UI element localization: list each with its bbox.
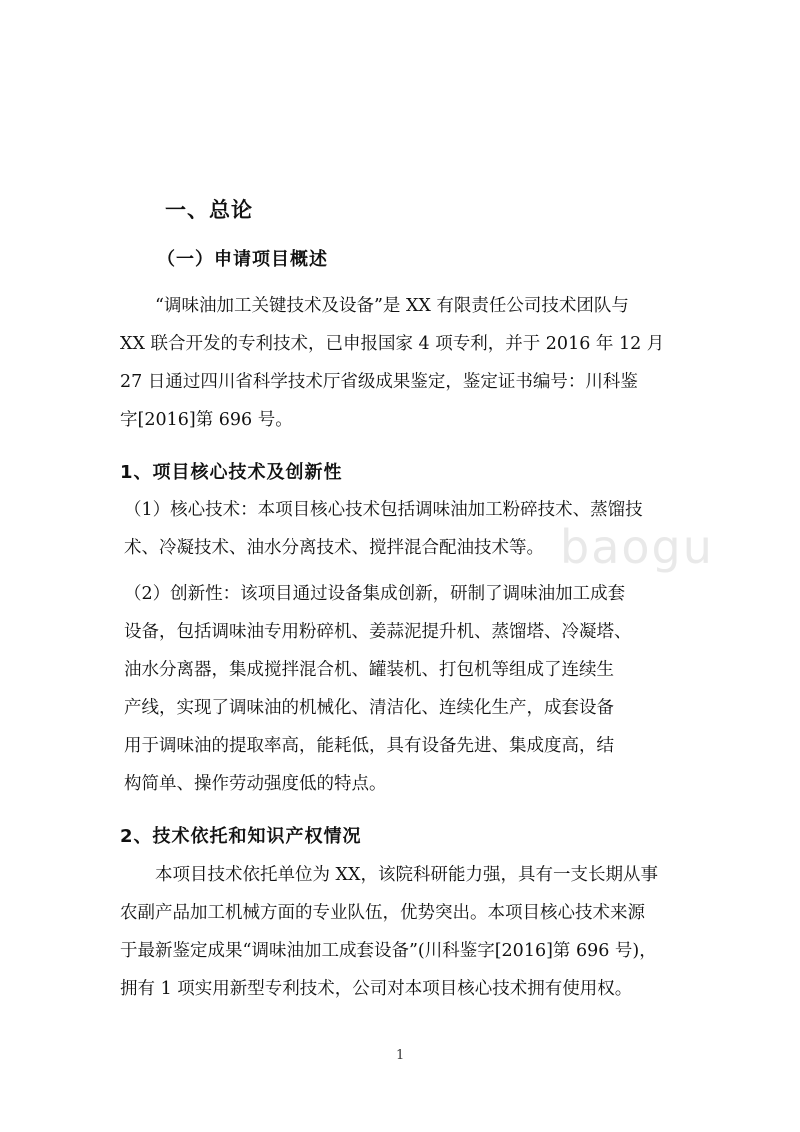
innovation-paragraph: [124, 575, 694, 803]
innovation-line: 构简单、操作劳动强度低的特点。: [124, 774, 387, 794]
support-line: 农副产品加工机械方面的专业队伍，优势突出。本项目核心技术来源: [120, 903, 645, 923]
intro-line: 字[2016]第 696 号。: [120, 410, 293, 430]
intro-line: 27 日通过四川省科学技术厅省级成果鉴定，鉴定证书编号：川科鉴: [120, 372, 638, 392]
innovation-line: 产线，实现了调味油的机械化、清洁化、连续化生产，成套设备: [124, 698, 614, 718]
core-tech-paragraph: [124, 491, 694, 567]
innovation-line: 用于调味油的提取率高，能耗低，具有设备先进、集成度高，结: [124, 736, 614, 756]
support-line: 拥有 1 项实用新型专利技术，公司对本项目核心技术拥有使用权。: [120, 979, 633, 999]
intro-line: “调味油加工关键技术及设备”是 XX 有限责任公司技术团队与: [120, 296, 629, 316]
core-tech-line: （1）核心技术：本项目核心技术包括调味油加工粉碎技术、蒸馏技: [124, 500, 643, 520]
heading-project-overview: （一）申请项目概述: [157, 249, 328, 270]
innovation-line: 油水分离器，集成搅拌混合机、罐装机、打包机等组成了连续生: [124, 660, 614, 680]
watermark: baogu: [560, 520, 714, 574]
intro-paragraph: [120, 287, 690, 439]
section2-title: 2、技术依托和知识产权情况: [120, 826, 362, 847]
support-paragraph: [120, 856, 690, 1008]
support-line: 于最新鉴定成果“调味油加工成套设备”(川科鉴字[2016]第 696 号)，: [120, 941, 657, 961]
intro-line: XX 联合开发的专利技术，已申报国家 4 项专利，并于 2016 年 12 月: [120, 334, 665, 354]
heading-general: 一、总论: [165, 198, 253, 222]
page-number: 1: [396, 1048, 405, 1063]
support-line: 本项目技术依托单位为 XX，该院科研能力强，具有一支长期从事: [120, 865, 658, 885]
core-tech-line: 术、冷凝技术、油水分离技术、搅拌混合配油技术等。: [124, 538, 544, 558]
innovation-line: （2）创新性：该项目通过设备集成创新，研制了调味油加工成套: [124, 584, 626, 604]
section1-title: 1、项目核心技术及创新性: [120, 462, 343, 483]
innovation-line: 设备，包括调味油专用粉碎机、姜蒜泥提升机、蒸馏塔、冷凝塔、: [124, 622, 632, 642]
